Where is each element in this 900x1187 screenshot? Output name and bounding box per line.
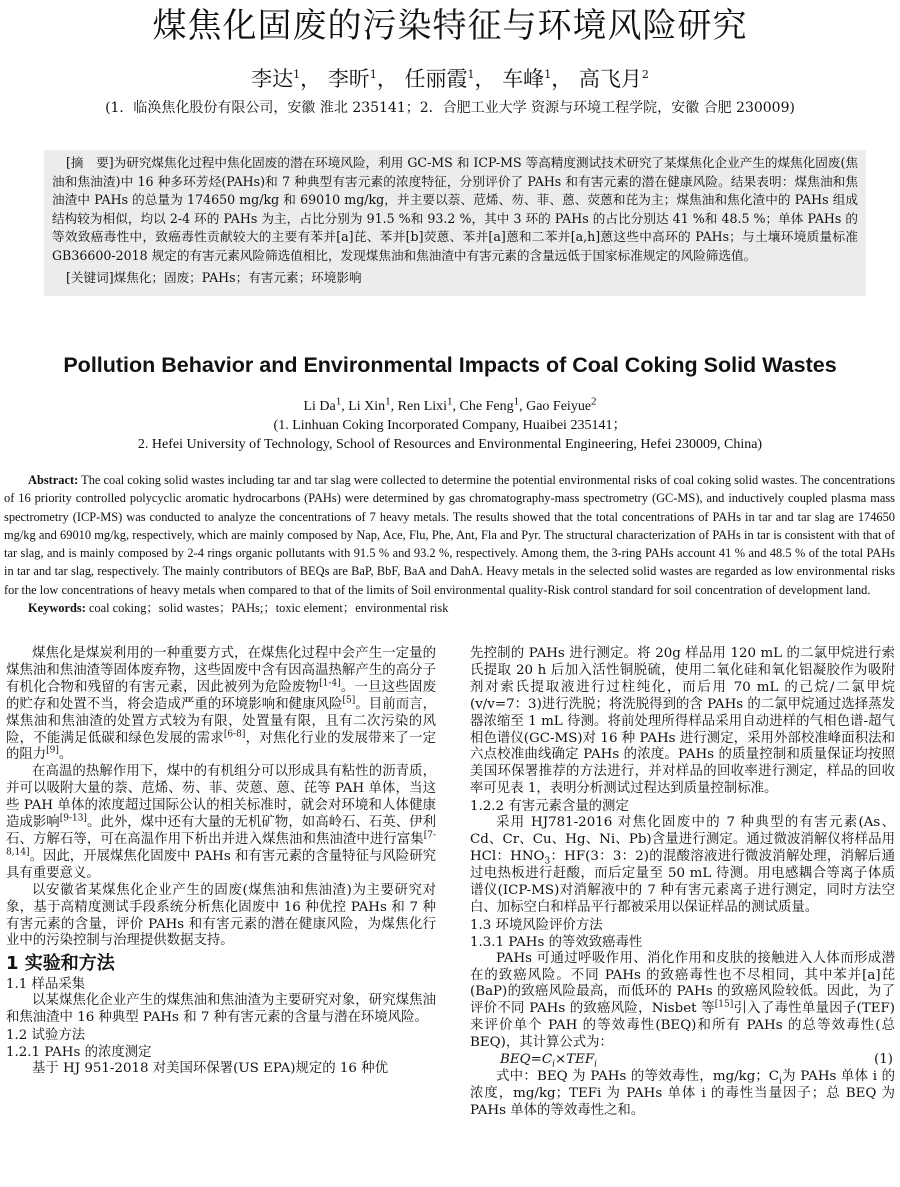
subsection-heading: 1.3 环境风险评价方法 [470, 917, 603, 933]
text-run: 。目前而言，煤焦油和焦油渣的处置方式较为有限，处置量有限，且有二次污染的风险，不能满足低碳和绿色发展的需求 [6, 696, 437, 746]
text-run: 。因此，开展煤焦化固废中 PAHs 和有害元素的含量特征与风险研究具有重要意义。 [6, 848, 436, 881]
equation-text: ×TEF [554, 1052, 595, 1068]
affiliations-en [0, 416, 900, 454]
author-list-cn: 李达$^1$， 李昕$^1$， 任丽霞$^1$， 车峰$^1$， 高飞月$^2$ [251, 67, 649, 91]
abstract-en-label: Abstract: [28, 473, 79, 487]
citation: [9] [46, 745, 59, 756]
author-affiliation-mark: 2 [591, 395, 597, 408]
text-run: 引入了毒性单量因子(TEF)来评价单个 PAH 的等效毒性(BEQ)和所有 PAHs 的总等效毒性(总 BEQ)，其计算公式为： [470, 1001, 895, 1051]
abstract-en-text: The coal coking solid wastes including tar and tar slag were collected to determine the potential environmental risks of coal coking solid wastes. The concentrations of 16 priority controlled polycyclic aromatic hydrocarbons (PAHs) were determined by gas chromatography-mass spectrometry (GC-MS), and inductively coupled plasma mass spectrometry (ICP-MS) was conducted to analyze the concentrations of 7 heavy metals. The results showed that the total concentrations of PAHs in tar and tar slag are 174650 mg/kg and 69010 mg/kg, respectively, which are mainly composed by Nap, Ace, Flu, Phe, Ant, Fla and Pyr. The structural characterization of PAHs in tar is consistent with that of tar slag, and is mainly composed by 2-4 rings organic pollutants with 91.5 % and 93.2 %, respectively. Among them, the 3-ring PAHs account 41 % and 48.5 % of the total PAHs in tar and tar slag, respectively. The mainly contributors of BEQs are BaP, BbF, BaA and DahA. Heavy metals in the selected solid wastes are regarded as low environmental risks for the low concentrations of heavy metals when compared to that of the limits of Soil environmental quality-Risk control standard for soil concentration of development land. [4, 473, 895, 597]
body-paragraph [470, 815, 895, 916]
body-paragraph [470, 951, 895, 1052]
citation: [5] [342, 695, 356, 706]
author-name: 李达 [251, 67, 294, 91]
keywords-cn [52, 269, 858, 288]
author-name: Che Feng [459, 399, 514, 414]
subscript: i [594, 1059, 598, 1070]
author-affiliation-mark: 2 [641, 68, 649, 81]
body-column-left [6, 646, 436, 1078]
text-run: PAHs 可通过呼吸作用、消化作用和皮肤的接触进入人体而形成潜在的致癌风险。不同 PAHs 的致癌毒性也不尽相同，其中苯并[a]芘(BaP)的致癌风险最高，而低环的 PAHs 的致癌风险较低。因此，为了评价不同 PAHs 的致癌风险，Nisbet 等 [470, 950, 895, 1017]
author-affiliation-mark: 1 [467, 68, 475, 81]
text-run: ：HF(3：3：2)的混酸溶液进行微波消解处理，消解后通过电热板进行赶酸，而后定量至 50 mL 待测。用电感耦合等离子体质谱仪(ICP-MS)对消解液中的 7 种有害元素离子进行测定，同时方法空白、加标空白和样品平行都被采用以保证样品的测试质量。 [470, 848, 895, 915]
abstract-en [4, 471, 895, 617]
paper-title-cn: 煤焦化固废的污染特征与环境风险研究 [152, 6, 748, 46]
author-name: 任丽霞 [404, 67, 468, 91]
section-heading: 1 实验和方法 [6, 953, 115, 975]
citation: [6-8] [223, 729, 246, 740]
subscript: i [552, 1059, 555, 1070]
keywords-en [4, 599, 895, 617]
subsection-heading: 1.1 样品采集 [6, 977, 86, 993]
author-name: Ren Lixi [397, 399, 448, 414]
author-affiliation-mark: 1 [513, 395, 520, 408]
citation: [1-4] [319, 678, 341, 689]
abstract-cn-paragraph [52, 154, 858, 266]
citation: [7-8,14] [6, 830, 436, 858]
text-run: ，对焦化行业的发展带来了一定的阻力 [6, 730, 437, 763]
affiliation-line: 2. Hefei University of Technology, School of Resources and Environmental Engineering, Hefei 230009, China) [137, 437, 763, 452]
text-run: 在高温的热解作用下，煤中的有机组分可以形成具有粘性的沥青质，并可以吸附大量的萘、苊烯、芴、菲、荧蒽、蒽、芘等 PAH 单体，当这些 PAH 单体的浓度超过国际公认的相关标准时，就会对环境和人体健康造成影响 [6, 764, 436, 831]
equation-number: (1) [874, 1052, 893, 1068]
body-column-right [470, 646, 895, 1120]
equation-text: BEQ=C [500, 1052, 553, 1068]
subsubsection-heading: 1.2.1 PAHs 的浓度测定 [6, 1045, 152, 1061]
abstract-en-paragraph [4, 471, 895, 599]
text-run: 为 PAHs 单体 i 的浓度，mg/kg；TEFi 为 PAHs 单体 i 的毒性当量因子；总 BEQ 为 PAHs 单体的等效毒性之和。 [470, 1068, 895, 1118]
author-affiliation-mark: 1 [293, 68, 301, 81]
subsubsection-heading: 1.3.1 PAHs 的等效致癌毒性 [470, 934, 643, 950]
subsection-heading: 1.2 试验方法 [6, 1028, 86, 1044]
abstract-cn-text: 为研究煤焦化过程中焦化固废的潜在环境风险，利用 GC-MS 和 ICP-MS 等高精度测试技术研究了某煤焦化企业产生的煤焦化固废(焦油和焦油渣)中 16 种多环芳烃(PAHs)和 7 种典型有害元素的浓度特征，分别评价了 PAHs 和有害元素的潜在健康风险。结果表明：煤焦油和焦油渣中 PAHs 的总量为 174650 mg/kg 和 69010 mg/kg，并主要以萘、苊烯、芴、菲、蒽、荧蒽和芘为主；煤焦油和焦化渣中的 PAHs 组成结构较为相似，均以 2-4 环的 PAHs 为主，占比分别为 91.5 %和 93.2 %，其中 3 环的 PAHs 的占比分别达 41 %和 48.5 %；单体 PAHs 的等效致癌毒性中，致癌毒性贡献较大的主要有苯并[a]芘、苯并[b]荧蒽、苯并[a]蒽和二苯并[a,h]蒽这些中高环的 PAHs；与土壤环境质量标准 GB36600-2018 规定的有害元素风险筛选值相比，发现煤焦油和焦油渣中有害元素的含量远低于国家标准规定的风险筛选值。 [52, 155, 859, 263]
body-paragraph: 以安徽省某煤焦化企业产生的固废(煤焦油和焦油渣)为主要研究对象，基于高精度测试手段系统分析焦化固废中 16 种优控 PAHs 和 7 种有害元素的含量，评价 PAHs 和有害元素的潜在健康风险，为煤焦化行业中的污染控制与治理提供数据支持。 [6, 882, 436, 949]
affiliations-cn: (1．临涣焦化股份有限公司，安徽 淮北 235141；2．合肥工业大学 资源与环境工程学院，安徽 合肥 230009) [105, 100, 795, 116]
body-paragraph [470, 1069, 895, 1120]
affiliation-line: (1. Linhuan Coking Incorporated Company, Huaibei 235141； [273, 418, 627, 433]
text-run: 。 [58, 747, 73, 763]
author-affiliation-mark: 1 [369, 68, 377, 81]
author-name: 车峰 [502, 67, 545, 91]
author-name: Li Da [303, 399, 336, 414]
author-name: 高飞月 [578, 67, 642, 91]
keywords-en-label: Keywords: [28, 601, 86, 616]
text-run: 。此外，煤中还有大量的无机矿物，如高岭石、石英、伊利石、方解石等，可在高温作用下析出并进入煤焦油和焦油渣中进行富集 [6, 815, 437, 847]
author-affiliation-mark: 1 [385, 395, 391, 408]
text-run: 式中：BEQ 为 PAHs 的等效毒性，mg/kg；C [496, 1068, 779, 1084]
body-paragraph [6, 646, 436, 764]
abstract-cn-label: [摘 要] [66, 155, 114, 170]
keywords-cn-label: [关键词] [66, 269, 114, 285]
author-name: 李昕 [327, 67, 370, 91]
author-affiliation-mark: 1 [335, 395, 342, 408]
subscript: i [779, 1076, 782, 1087]
citation: [15] [714, 999, 734, 1010]
author-list-en: Li Da$^1$, Li Xin$^1$, Ren Lixi$^1$, Che Feng$^1$, Gao Feiyue$^2$ [303, 395, 597, 414]
author-name: Gao Feiyue [526, 399, 592, 414]
body-paragraph [6, 764, 436, 882]
body-paragraph: 以某煤焦化企业产生的煤焦油和焦油渣为主要研究对象，研究煤焦油和焦油渣中 16 种典型 PAHs 和 7 种有害元素的含量与潜在环境风险。 [6, 993, 436, 1026]
body-paragraph: 基于 HJ 951-2018 对美国环保署(US EPA)规定的 16 种优 [32, 1061, 388, 1077]
paper-title-en: Pollution Behavior and Environmental Impacts of Coal Coking Solid Wastes [63, 353, 837, 377]
author-affiliation-mark: 1 [544, 68, 552, 81]
keywords-en-text: coal coking；solid wastes；PAHs;；toxic element；environmental risk [88, 601, 449, 616]
author-affiliation-mark: 1 [447, 395, 453, 408]
author-name: Li Xin [348, 399, 386, 414]
subsubsection-heading: 1.2.2 有害元素含量的测定 [470, 799, 629, 815]
text-run: 煤焦化是煤炭利用的一种重要方式，在煤焦化过程中会产生一定量的煤焦油和焦油渣等固体废弃物，这些固废中含有因高温热解产生的高分子有机化合物和残留的有害元素，因此被列为危险废物 [6, 646, 436, 695]
equation [470, 1052, 895, 1069]
abstract-cn-box [44, 150, 866, 296]
subscript: 3 [544, 856, 551, 867]
text-run: 采用 HJ781-2016 对焦化固废中的 7 种典型的有害元素(As、Cd、Cr、Cu、Hg、Ni、Pb)含量进行测定。通过微波消解仪将样品用 HCl：HNO [470, 815, 895, 864]
citation: [9-13] [59, 813, 87, 824]
text-run: 。一旦这些固废的贮存和处置不当，将会造成严重的环境影响和健康风险 [6, 679, 437, 712]
body-paragraph: 先控制的 PAHs 进行测定。将 20g 样品用 120 mL 的二氯甲烷进行索氏提取 20 h 后加入活性铜脱硫，使用二氧化硅和氧化铝凝胶作为吸附剂对索氏提取液进行过柱纯化，而后用 70 mL 的己烷/二氯甲烷(v/v=7：3)进行洗脱；将洗脱得到的含 PAHs 的二氯甲烷通过选择蒸发器浓缩至 1 mL 待测。将前处理所得样品采用自动进样的气相色谱-超气相色谱仪(GC-MS)对 16 种 PAHs 进行测定，采用外部校准峰面积法和六点校准曲线确定 PAHs 的浓度。PAHs 的质量控制和质量保证均按照美国环保署推荐的方法进行，并对样品的回收率进行测定，样品的回收率可见表 1，表明分析测试过程达到质量控制标准。 [470, 646, 895, 797]
keywords-cn-text: 煤焦化；固废；PAHs；有害元素；环境影响 [113, 269, 362, 285]
